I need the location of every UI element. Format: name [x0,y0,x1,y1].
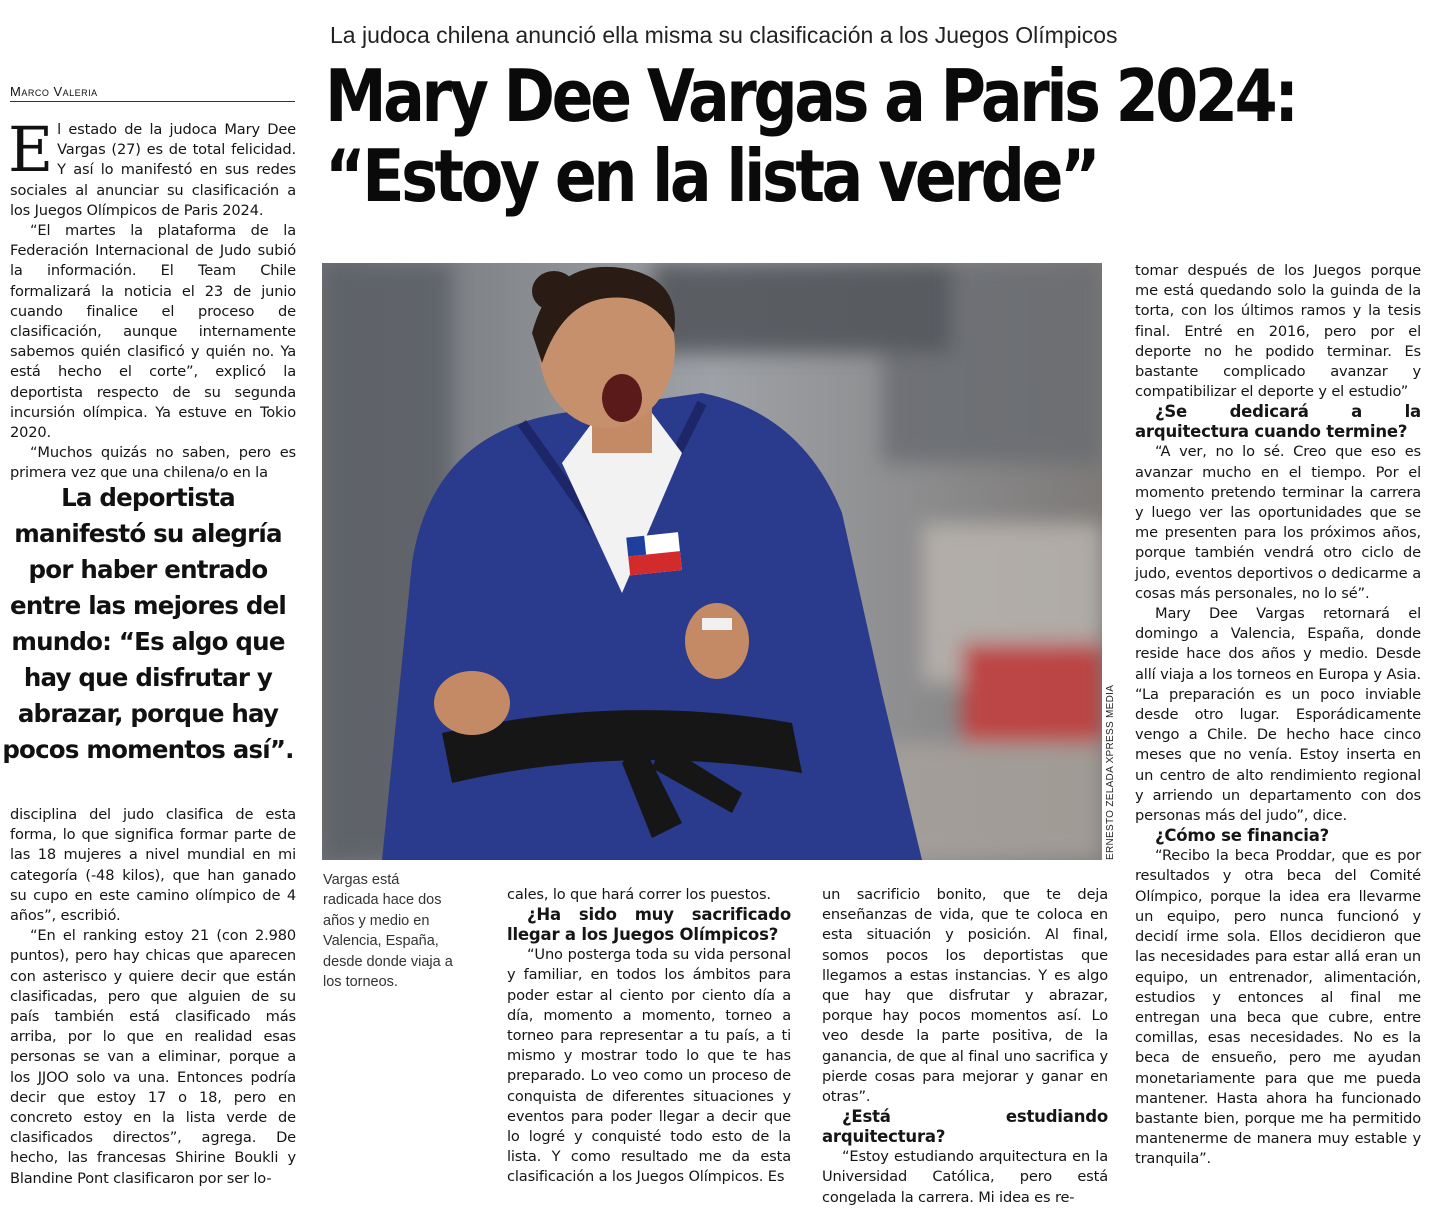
photo-credit: ERNESTO ZELADA XPRESS MEDIA [1105,684,1116,860]
headline-line-2: “Estoy en la lista verde” [325,134,1098,218]
column-1-top [8,113,296,484]
paragraph: “Muchos quizás no saben, pero es primera vez que una chilena/o en la [10,444,296,482]
paragraph: disciplina del judo clasifica de esta forma, lo que significa formar parte de las 18 mujeres a nivel mundial en mi categoría (-48 kilos), que han ganado su cupo en este camino olímpico de 4 años”, escribió. [10,806,296,925]
drop-cap: E [8,113,54,186]
paragraph: “El martes la plataforma de la Federación Internacional de Judo subió la información. El Team Chile formalizará la noticia el 23 de junio cuando finalice el proceso de clasificación, aunque internamente sabemos quién clasificó y quién no. Ya está hecho el corte”, explicó la deportista respecto de su segunda incursión olímpica. Ya estuve en Tokio 2020. [10,222,296,442]
paragraph: “Uno posterga toda su vida personal y familiar, en todos los ámbitos para poder estar al ciento por ciento día a día, momento a momento, torneo a torneo para representar a tu país, a ti mismo y mostrar todo lo que te has preparado. Lo veo como un proceso de conquista de diferentes situaciones y eventos para poder llegar a decir que lo logré y conquisté todo esto de la lista. Y como resultado me da esta clasificación a los Juegos Olímpicos. Es [507,946,791,1186]
interview-question: ¿Cómo se financia? [1155,826,1330,846]
paragraph: “Recibo la beca Proddar, que es por resultados y otra beca del Comité Olímpico, porque la idea era llevarme un equipo, pero nunca funcionó y decidí irme sola. Ellos decidieron que las necesidades para estar allá eran un equipo, un entrenador, alimentación, estudios y entonces al final me entregan una beca que cubre, entre comillas, esas necesidades. No es la beca de ensueño, pero me ayudan monetariamente para que me pueda mantener. Hasta ahora ha funcionado bastante bien, porque me ha permitido mantenerme de manera muy estable y tranquila”. [1135,847,1421,1168]
column-3 [507,885,791,1188]
photo-caption: Vargas está radicada hace dos años y medio en Valencia, España, desde donde viaja a los torneos. [323,872,453,991]
paragraph: un sacrificio bonito, que te deja enseñanzas de vida, que te coloca en esta situación y posición. Al final, somos pocos los deportistas que llegamos a estas instancias. Y es algo que hay que disfrutar y abrazar, porque hay pocos momentos así. Lo veo desde la parte positiva, de la ganancia, de que al final uno sacrifica y pierde cosas para mejorar y ganar en otras”. [822,886,1108,1106]
headline-line-1: Mary Dee Vargas a Paris 2024: [325,54,1296,138]
interview-question: ¿Está estudiando arquitectura? [822,1107,1108,1147]
column-1-bottom [10,805,296,1189]
article-photo [322,263,1102,860]
interview-question: ¿Se dedicará a la arquitectura cuando termine? [1135,402,1421,442]
paragraph: El estado de la judoca Mary Dee Vargas (27) es de total felicidad. Y así lo manifestó en sus redes sociales al anunciar su clasificación a los Juegos Olímpicos de Paris 2024. [8,113,296,219]
kicker: La judoca chilena anunció ella misma su clasificación a los Juegos Olímpicos [330,22,1118,48]
judoka-illustration [322,263,1102,860]
paragraph: cales, lo que hará correr los puestos. [507,886,771,903]
column-4 [822,885,1108,1208]
paragraph: tomar después de los Juegos porque me está quedando solo la guinda de la torta, con los últimos ramos y la tesis final. Entré en 2016, pero por el deporte no he podido terminar. Es bastante complicado avanzar y compatibilizar el deporte y el estudio” [1135,262,1421,401]
paragraph: “En el ranking estoy 21 (con 2.980 puntos), pero hay chicas que aparecen con asterisco y quiere decir que están clasificadas, pero que alguien de su país también está clasificado más arriba, por lo que en realidad esas personas se van a eliminar, porque a los JJOO solo va una. Entonces podría decir que estoy 17 o 18, pero en concreto estoy en la lista verde de clasificados directos”, agrega. De hecho, las francesas Shirine Boukli y Blandine Pont clasificaron por ser lo- [10,927,296,1187]
paragraph: “A ver, no lo sé. Creo que eso es avanzar mucho en el tiempo. Por el momento pretendo terminar la carrera y luego ver las oportunidades que se me presenten para los próximos años, porque también vendrá otro ciclo de judo, eventos deportivos o dedicarme a cosas más personales, no lo sé”. [1135,443,1421,602]
pull-quote: La deportista manifestó su alegría por haber entrado entre las mejores del mundo: “Es algo que hay que disfrutar y abrazar, porque hay pocos momentos así”. [2,483,294,764]
headline [325,54,1296,218]
paragraph: “Estoy estudiando arquitectura en la Universidad Católica, pero está congelada la carrera. Mi idea es re- [822,1148,1108,1206]
column-5 [1135,261,1421,1170]
author-byline: Marco Valeria [10,84,295,102]
paragraph: Mary Dee Vargas retornará el domingo a Valencia, España, donde reside hace dos años y medio. Desde allí viaja a los torneos en Europa y Asia. “La preparación es un poco inviable desde otro lugar. Esporádicamente vengo a Chile. De hecho hace cinco meses que no venía. Estoy inserta en un centro de alto rendimiento regional y arriendo un departamento con dos personas más del judo”, dice. [1135,605,1421,825]
interview-question: ¿Ha sido muy sacrificado llegar a los Juegos Olímpicos? [507,905,791,945]
